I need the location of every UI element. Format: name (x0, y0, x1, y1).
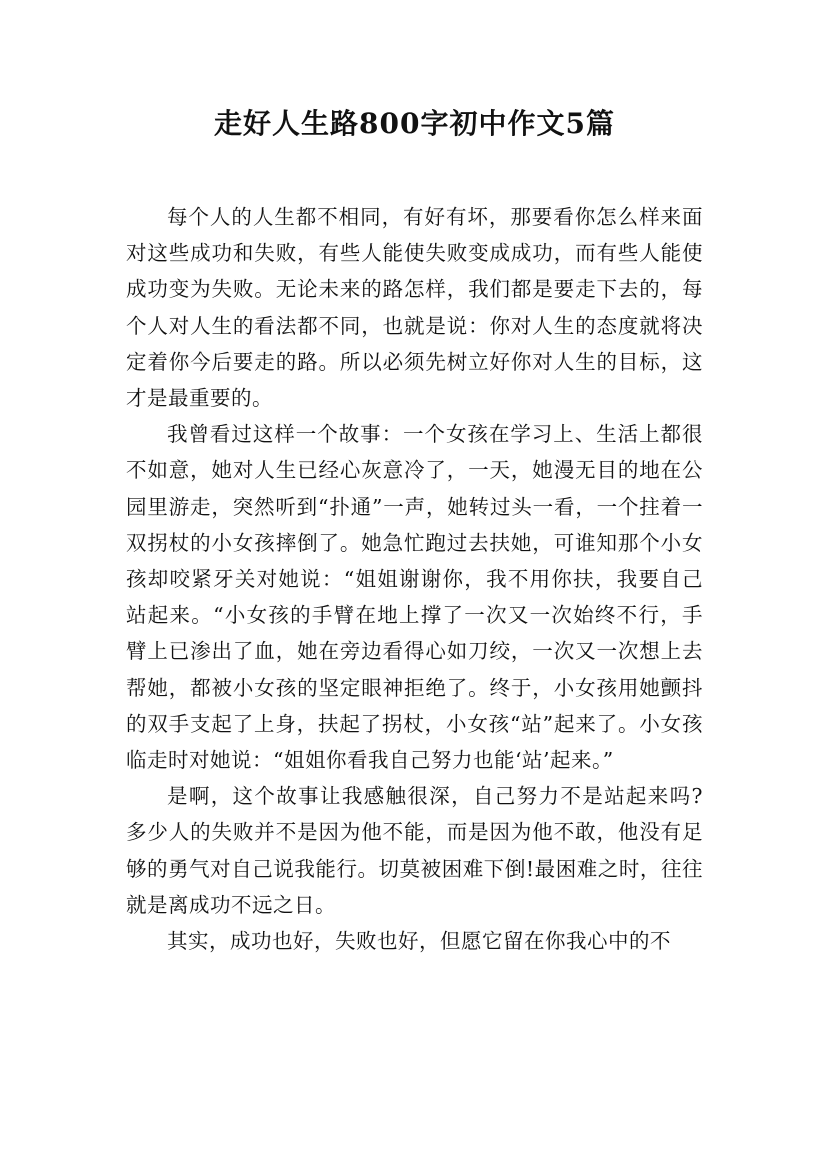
document-body (126, 199, 703, 959)
paragraph-4: 其实，成功也好，失败也好，但愿它留在你我心中的不 (167, 929, 671, 954)
document-title: 走好人生路800字初中作文5篇 (214, 107, 615, 140)
paragraph-2: 我曾看过这样一个故事：一个女孩在学习上、生活上都很不如意，她对人生已经心灰意冷了，一天，她漫无目的地在公园里游走，突然听到“扑通”一声，她转过头一看，一个拄着一双拐杖的小女孩摔倒了。她急忙跑过去扶她，可谁知那个小女孩却咬紧牙关对她说：“姐姐谢谢你，我不用你扶，我要自己站起来。“小女孩的手臂在地上撑了一次又一次始终不行，手臂上已渗出了血，她在旁边看得心如刀绞，一次又一次想上去帮她，都被小女孩的坚定眼神拒绝了。终于，小女孩用她颤抖的双手支起了上身，扶起了拐杖，小女孩“站”起来了。小女孩临走时对她说：“姐姐你看我自己努力也能‘站’起来。” (126, 422, 703, 773)
paragraph-1: 每个人的人生都不相同，有好有坏，那要看你怎么样来面对这些成功和失败，有些人能使失败变成成功，而有些人能使成功变为失败。无论未来的路怎样，我们都是要走下去的，每个人对人生的看法都不同，也就是说：你对人生的态度就将决定着你今后要走的路。所以必须先树立好你对人生的目标，这才是最重要的。 (126, 205, 703, 411)
paragraph-3: 是啊，这个故事让我感触很深，自己努力不是站起来吗?多少人的失败并不是因为他不能，而是因为他不敢，他没有足够的勇气对自己说我能行。切莫被困难下倒!最困难之时，往往就是离成功不远之日。 (126, 784, 703, 917)
